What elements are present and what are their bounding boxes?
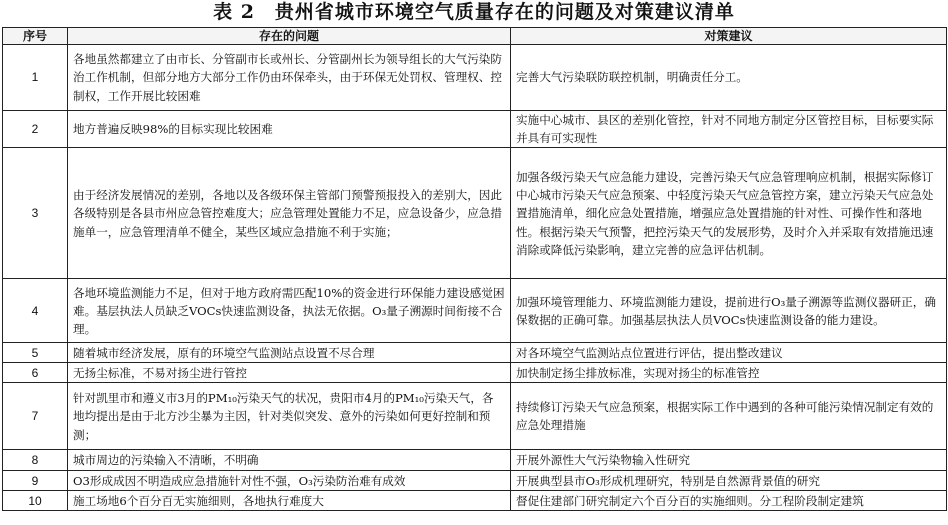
problem-cell: 由于经济发展情况的差别，各地以及各级环保主管部门预警预报投入的差别大，因此各级特别是各县市州应急管控难度大；应急管理处置能力不足，应急设备少，应急措施单一，应急管理清单不健全，某些区域应急措施不利于实施； [68, 148, 511, 279]
row-number: 6 [3, 363, 68, 383]
header-advice: 对策建议 [511, 28, 947, 45]
table-row [3, 111, 947, 148]
problem-cell: 地方普遍反映98%的目标实现比较困难 [68, 111, 511, 148]
issues-table [2, 27, 947, 511]
table-row [3, 383, 947, 450]
problem-cell: 施工场地6个百分百无实施细则，各地执行难度大 [68, 491, 511, 511]
header-problem: 存在的问题 [68, 28, 511, 45]
problem-cell: 城市周边的污染输入不清晰，不明确 [68, 450, 511, 471]
row-number: 10 [3, 491, 68, 511]
advice-cell: 开展典型县市O₃形成机理研究，特别是自然源背景值的研究 [511, 471, 947, 491]
advice-cell: 开展外源性大气污染物输入性研究 [511, 450, 947, 471]
table-row [3, 343, 947, 363]
table-row [3, 279, 947, 343]
advice-cell: 持续修订污染天气应急预案，根据实际工作中遇到的各种可能污染情况制定有效的应急处理措施 [511, 383, 947, 450]
header-no: 序号 [3, 28, 68, 45]
table-row [3, 45, 947, 111]
row-number: 1 [3, 45, 68, 111]
table-title: 表 2 贵州省城市环境空气质量存在的问题及对策建议清单 [213, 1, 735, 23]
row-number: 9 [3, 471, 68, 491]
table-row [3, 450, 947, 471]
table-row [3, 363, 947, 383]
problem-cell: 无扬尘标准，不易对扬尘进行管控 [68, 363, 511, 383]
advice-cell: 加强环境管理能力、环境监测能力建设，提前进行O₃量子溯源等监测仪器研正，确保数据的正确可靠。加强基层执法人员VOCs快速监测设备的能力建设。 [511, 279, 947, 343]
problem-cell: 各地环境监测能力不足，但对于地方政府需匹配10%的资金进行环保能力建设感觉困难。基层执法人员缺乏VOCs快速监测设备，执法无依据。O₃量子溯源时间衔接不合理。 [68, 279, 511, 343]
table-row [3, 471, 947, 491]
problem-cell: 针对凯里市和遵义市3月的PM₁₀污染天气的状况，贵阳市4月的PM₁₀污染天气，各地均提出是由于北方沙尘暴为主因，针对类似突发、意外的污染如何更好控制和预测； [68, 383, 511, 450]
row-number: 5 [3, 343, 68, 363]
problem-cell: 随着城市经济发展，原有的环境空气监测站点设置不尽合理 [68, 343, 511, 363]
advice-cell: 加强各级污染天气应急能力建设，完善污染天气应急管理响应机制，根据实际修订中心城市污染天气应急预案、中轻度污染天气应急管控方案，建立污染天气应急处置措施清单，细化应急处置措施，增强应急处置措施的针对性、可操作性和落地性。根据污染天气预警，把控污染天气的发展形势，及时介入并采取有效措施迅速消除或降低污染影响，建立完善的应急评估机制。 [511, 148, 947, 279]
row-number: 7 [3, 383, 68, 450]
advice-cell: 对各环境空气监测站点位置进行评估，提出整改建议 [511, 343, 947, 363]
advice-cell: 督促住建部门研究制定六个百分百的实施细则。分工程阶段制定建筑 [511, 491, 947, 511]
problem-cell: 各地虽然都建立了由市长、分管副市长或州长、分管副州长为领导组长的大气污染防治工作机制，但部分地方大部分工作仍由环保牵头，由于环保无处罚权、管理权、控制权，工作开展比较困难 [68, 45, 511, 111]
advice-cell: 完善大气污染联防联控机制，明确责任分工。 [511, 45, 947, 111]
problem-cell: O3形成成因不明造成应急措施针对性不强，O₃污染防治难有成效 [68, 471, 511, 491]
row-number: 2 [3, 111, 68, 148]
table-header-row [3, 28, 947, 45]
table-row [3, 491, 947, 511]
advice-cell: 加快制定扬尘排放标准，实现对扬尘的标准管控 [511, 363, 947, 383]
advice-cell: 实施中心城市、县区的差别化管控，针对不同地方制定分区管控目标，目标要实际并具有可实现性 [511, 111, 947, 148]
row-number: 3 [3, 148, 68, 279]
row-number: 8 [3, 450, 68, 471]
row-number: 4 [3, 279, 68, 343]
table-row [3, 148, 947, 279]
